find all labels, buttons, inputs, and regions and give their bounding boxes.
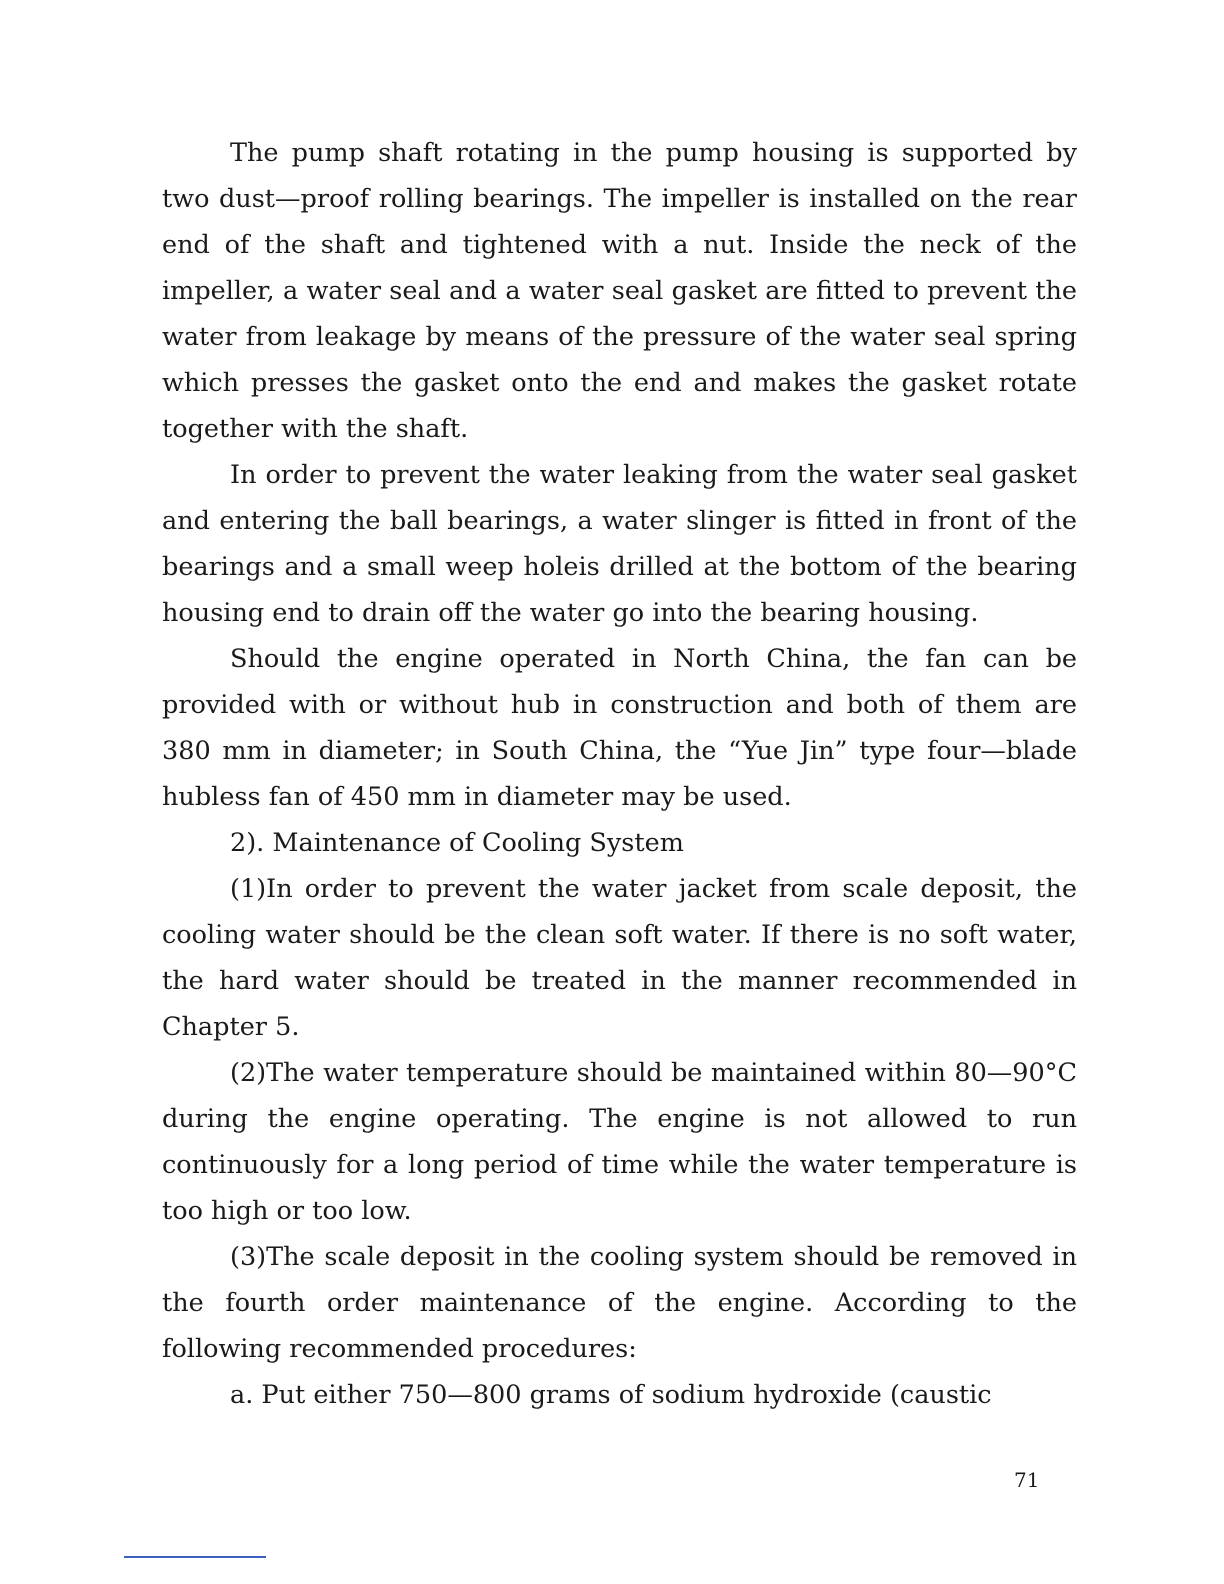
- paragraph-step-a: a. Put either 750—800 grams of sodium hydroxide (caustic: [230, 1380, 992, 1410]
- paragraph-fan: Should the engine operated in North China, the fan can be provided with or without hub in construction and both of them are 380 mm in diameter; in South China, the “Yue Jin” type four—blade hubless fan of 450 mm in diameter may be used.: [162, 644, 1077, 812]
- paragraph-item-2: (2)The water temperature should be maintained within 80—90°C during the engine operating. The engine is not allowed to run continuously for a long period of time while the water temperature is too high or too low.: [162, 1058, 1077, 1226]
- paragraph-pump-shaft: The pump shaft rotating in the pump housing is supported by two dust—proof rolling bearings. The impeller is installed on the rear end of the shaft and tightened with a nut. Inside the neck of the impeller, a water seal and a water seal gasket are fitted to prevent the water from leakage by means of the pressure of the water seal spring which presses the gasket onto the end and makes the gasket rotate together with the shaft.: [162, 138, 1077, 444]
- page-number: 71: [1014, 1468, 1040, 1492]
- paragraph-item-3: (3)The scale deposit in the cooling system should be removed in the fourth order maintenance of the engine. According to the following recommended procedures:: [162, 1242, 1077, 1364]
- section-heading-maintenance: 2). Maintenance of Cooling System: [230, 828, 684, 858]
- footnote-rule: [124, 1556, 266, 1558]
- body-text: [162, 130, 1077, 1418]
- paragraph-water-slinger: In order to prevent the water leaking from the water seal gasket and entering the ball bearings, a water slinger is fitted in front of the bearings and a small weep holeis drilled at the bottom of the bearing housing end to drain off the water go into the bearing housing.: [162, 460, 1077, 628]
- paragraph-item-1: (1)In order to prevent the water jacket from scale deposit, the cooling water should be the clean soft water. If there is no soft water, the hard water should be treated in the manner recommended in Chapter 5.: [162, 874, 1077, 1042]
